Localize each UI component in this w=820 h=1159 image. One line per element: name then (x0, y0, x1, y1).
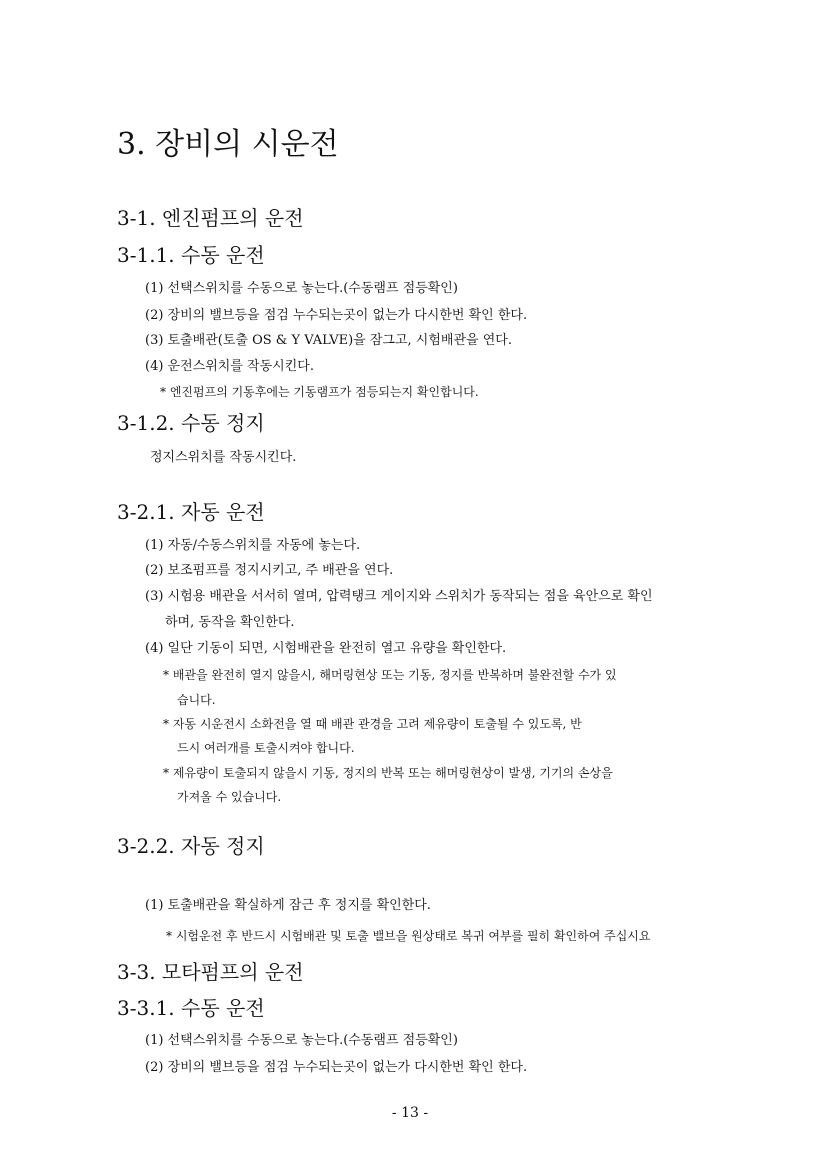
list-item: (4) 운전스위치를 작동시킨다. (145, 359, 314, 374)
list-item: (2) 장비의 밸브등을 점검 누수되는곳이 없는가 다시한번 확인 한다. (145, 1060, 528, 1075)
note-text: * 자동 시운전시 소화전을 열 때 배관 관경을 고려 제유량이 토출될 수 있도록, 반 (163, 717, 582, 731)
list-item: (2) 장비의 밸브등을 점검 누수되는곳이 없는가 다시한번 확인 한다. (145, 308, 528, 323)
subsection-title-3-2-1: 3-2.1. 자동 운전 (117, 500, 265, 524)
list-item: (3) 시험용 배관을 서서히 열며, 압력탱크 게이지와 스위치가 동작되는 점을 육안으로 확인 (145, 589, 653, 604)
section-title-3-3: 3-3. 모타펌프의 운전 (117, 960, 304, 984)
note-text: 습니다. (177, 693, 216, 707)
note-text: * 제유량이 토출되지 않을시 기동, 정지의 반복 또는 해머링현상이 발생, 기기의 손상을 (163, 766, 613, 780)
section-title-3-1: 3-1. 엔진펌프의 운전 (117, 206, 304, 230)
list-item: (3) 토출배관(토출 OS & Y VALVE)을 잠그고, 시험배관을 연다. (145, 333, 512, 348)
subsection-title-3-3-1: 3-3.1. 수동 운전 (117, 996, 265, 1020)
body-text: 정지스위치를 작동시킨다. (150, 450, 297, 465)
page-number: - 13 - (391, 1105, 429, 1121)
note-text: 드시 여러개를 토출시켜야 합니다. (177, 741, 355, 755)
list-item-continuation: 하며, 동작을 확인한다. (165, 615, 295, 630)
list-item: (1) 선택스위치를 수동으로 놓는다.(수동램프 점등확인) (145, 1033, 458, 1048)
note-text: * 엔진펌프의 기동후에는 기동램프가 점등되는지 확인합니다. (160, 385, 479, 399)
subsection-title-3-2-2: 3-2.2. 자동 정지 (117, 834, 265, 858)
note-text: * 시험운전 후 반드시 시험배관 및 토출 밸브을 원상태로 복귀 여부를 필히 확인하여 주십시요 (166, 929, 651, 943)
subsection-title-3-1-2: 3-1.2. 수동 정지 (117, 411, 265, 435)
chapter-title: 3. 장비의 시운전 (117, 127, 339, 162)
note-text: 가져올 수 있습니다. (177, 790, 282, 804)
list-item: (4) 일단 기동이 되면, 시험배관을 완전히 열고 유량을 확인한다. (145, 641, 507, 656)
list-item: (2) 보조펌프를 정지시키고, 주 배관을 연다. (145, 563, 394, 578)
list-item: (1) 자동/수동스위치를 자동에 놓는다. (145, 538, 361, 553)
subsection-title-3-1-1: 3-1.1. 수동 운전 (117, 243, 265, 267)
note-text: * 배관을 완전히 열지 않을시, 해머링현상 또는 기동, 정지를 반복하며 불완전할 수가 있 (163, 668, 617, 682)
list-item: (1) 토출배관을 확실하게 잠근 후 정지를 확인한다. (145, 898, 431, 913)
list-item: (1) 선택스위치를 수동으로 놓는다.(수동램프 점등확인) (145, 281, 458, 296)
